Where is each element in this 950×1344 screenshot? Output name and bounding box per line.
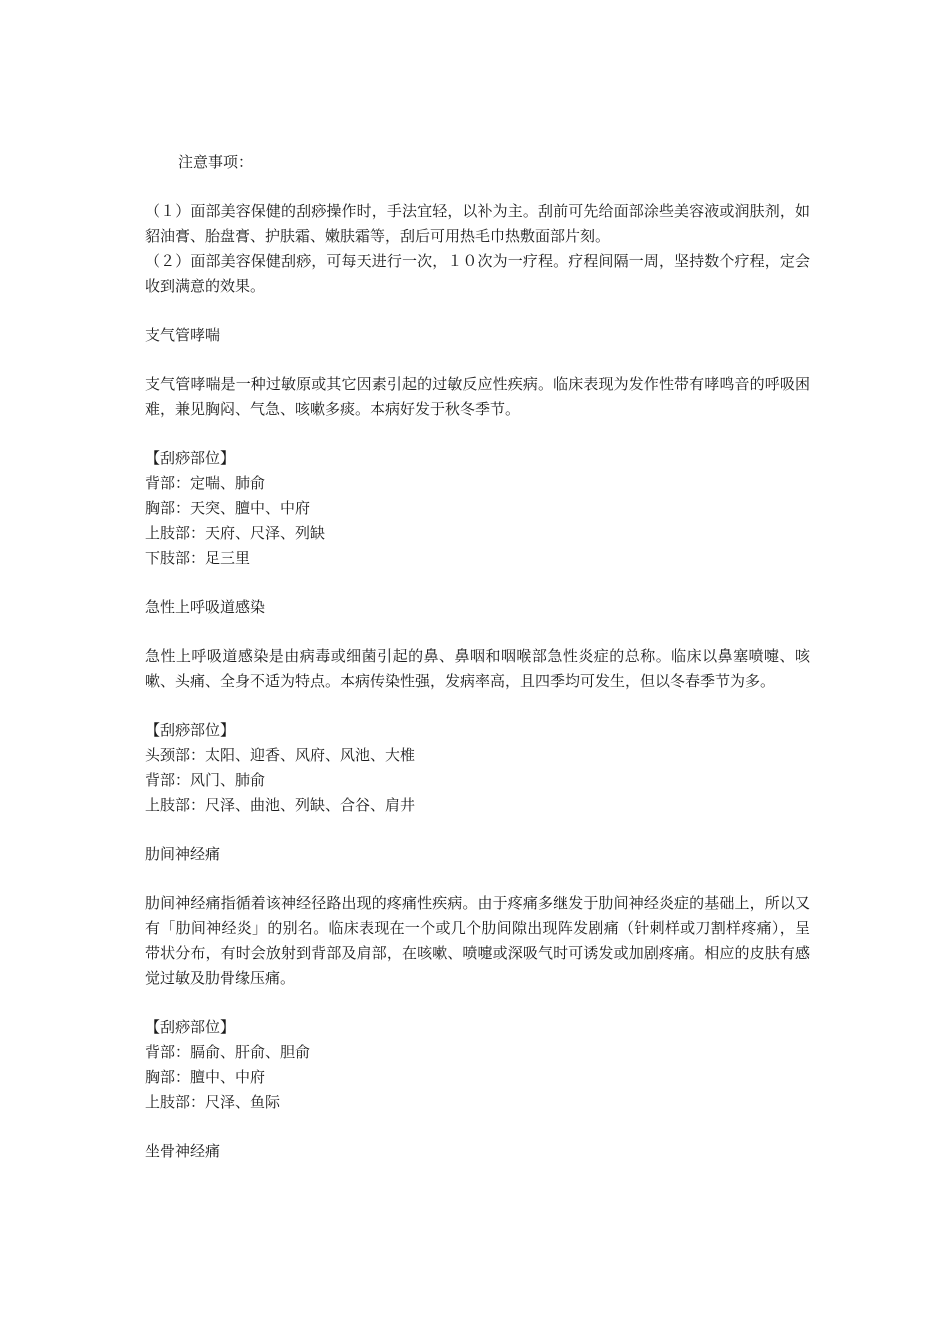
section-title: 坐骨神经痛 xyxy=(145,1142,221,1160)
points-heading: 【刮痧部位】 xyxy=(145,1018,236,1036)
acupoint-line: 胸部：膻中、中府 xyxy=(145,1068,266,1086)
acupoint-line: 背部：膈俞、肝俞、胆俞 xyxy=(145,1043,311,1061)
note-item-2: （２）面部美容保健刮痧，可每天进行一次，１０次为一疗程。疗程间隔一周，坚持数个疗程，定会收到满意的效果。 xyxy=(145,252,810,295)
section-title: 肋间神经痛 xyxy=(145,845,221,863)
acupoint-line: 胸部：天突、膻中、中府 xyxy=(145,499,311,517)
points-heading: 【刮痧部位】 xyxy=(145,449,236,467)
section-description: 支气管哮喘是一种过敏原或其它因素引起的过敏反应性疾病。临床表现为发作性带有哮鸣音的呼吸困难，兼见胸闷、气急、咳嗽多痰。本病好发于秋冬季节。 xyxy=(145,375,810,418)
acupoint-line: 下肢部：足三里 xyxy=(145,549,251,567)
notes-heading: 注意事项： xyxy=(178,153,254,171)
acupoint-line: 头颈部：太阳、迎香、风府、风池、大椎 xyxy=(145,746,416,764)
acupoint-line: 上肢部：天府、尺泽、列缺 xyxy=(145,524,326,542)
section-title: 支气管哮喘 xyxy=(145,326,221,344)
acupoint-line: 背部：风门、肺俞 xyxy=(145,771,266,789)
note-item-1: （１）面部美容保健的刮痧操作时，手法宜轻，以补为主。刮前可先给面部涂些美容液或润肤剂，如貂油膏、胎盘膏、护肤霜、嫩肤霜等，刮后可用热毛巾热敷面部片刻。 xyxy=(145,202,810,245)
points-heading: 【刮痧部位】 xyxy=(145,721,236,739)
section-description: 急性上呼吸道感染是由病毒或细菌引起的鼻、鼻咽和咽喉部急性炎症的总称。临床以鼻塞喷嚏、咳嗽、头痛、全身不适为特点。本病传染性强，发病率高，且四季均可发生，但以冬春季节为多。 xyxy=(145,647,810,690)
section-title: 急性上呼吸道感染 xyxy=(145,598,266,616)
section-description: 肋间神经痛指循着该神经径路出现的疼痛性疾病。由于疼痛多继发于肋间神经炎症的基础上，所以又有「肋间神经炎」的别名。临床表现在一个或几个肋间隙出现阵发剧痛（针刺样或刀割样疼痛），呈带状分布，有时会放射到背部及肩部，在咳嗽、喷嚏或深吸气时可诱发或加剧疼痛。相应的皮肤有感觉过敏及肋骨缘压痛。 xyxy=(145,894,810,987)
acupoint-line: 上肢部：尺泽、曲池、列缺、合谷、肩井 xyxy=(145,796,416,814)
acupoint-line: 背部：定喘、肺俞 xyxy=(145,474,266,492)
document-body xyxy=(145,150,810,1164)
acupoint-line: 上肢部：尺泽、鱼际 xyxy=(145,1093,281,1111)
